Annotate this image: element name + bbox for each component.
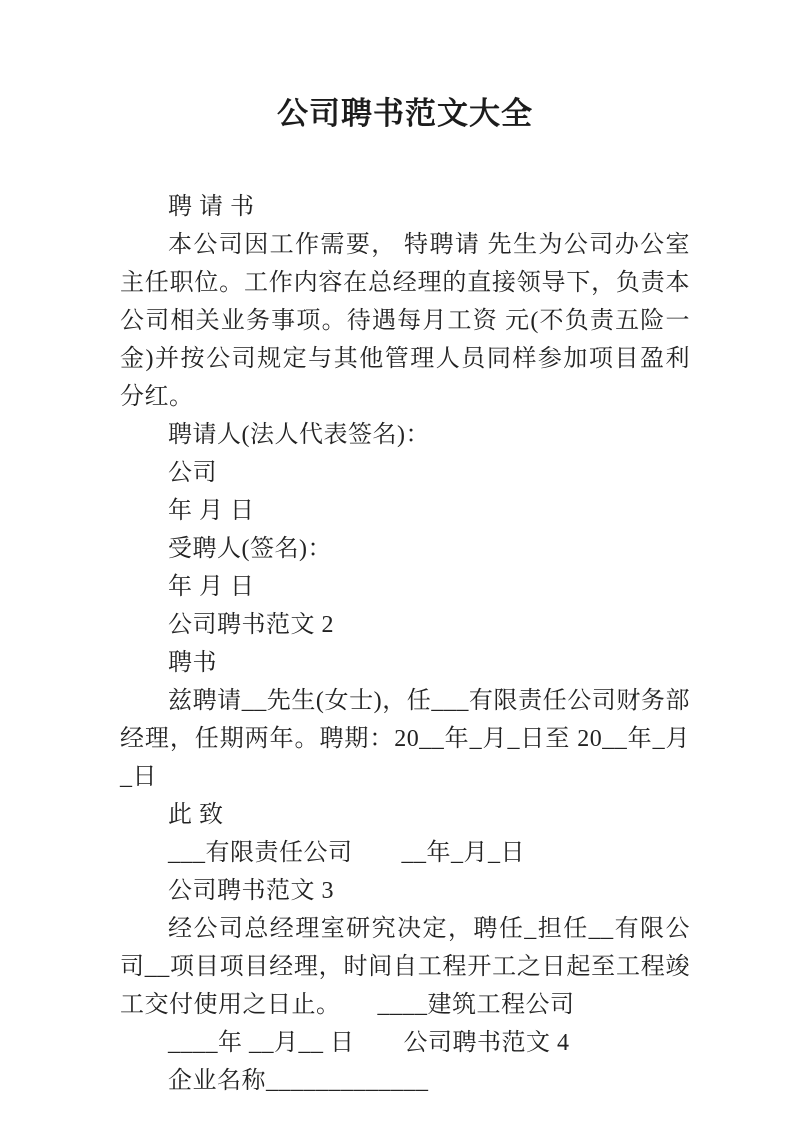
paragraph: 企业名称_____________	[168, 1068, 429, 1094]
paragraph: 经公司总经理室研究决定，聘任_担任__有限公司__项目项目经理，时间自工程开工之日起至工程竣工交付使用之日止。 ____建筑工程公司	[120, 916, 690, 1018]
paragraph: 此 致	[168, 802, 224, 828]
paragraph: 公司聘书范文 3	[168, 878, 334, 904]
paragraph: 年 月 日	[168, 574, 255, 600]
paragraph: 聘请人(法人代表签名)：	[168, 422, 430, 448]
paragraph: 兹聘请__先生(女士)，任___有限责任公司财务部经理，任期两年。聘期：20__年_月_日至 20__年_月_日	[120, 688, 690, 790]
paragraph: ___有限责任公司 __年_月_日	[168, 840, 525, 866]
paragraph: ____年 __月__ 日 公司聘书范文 4	[168, 1030, 570, 1056]
paragraph: 聘 请 书	[168, 194, 255, 220]
paragraph: 年 月 日	[168, 498, 255, 524]
paragraph: 公司	[168, 460, 217, 486]
paragraph: 本公司因工作需要， 特聘请 先生为公司办公室主任职位。工作内容在总经理的直接领导下，负责本公司相关业务事项。待遇每月工资 元(不负责五险一金)并按公司规定与其他管理人员同样参加项目盈利分红。	[120, 232, 690, 410]
paragraph: 受聘人(签名)：	[168, 536, 332, 562]
paragraph: 公司聘书范文 2	[168, 612, 334, 638]
document-body	[120, 188, 690, 1100]
paragraph: 聘书	[168, 650, 217, 676]
document-title: 公司聘书范文大全	[277, 96, 533, 131]
